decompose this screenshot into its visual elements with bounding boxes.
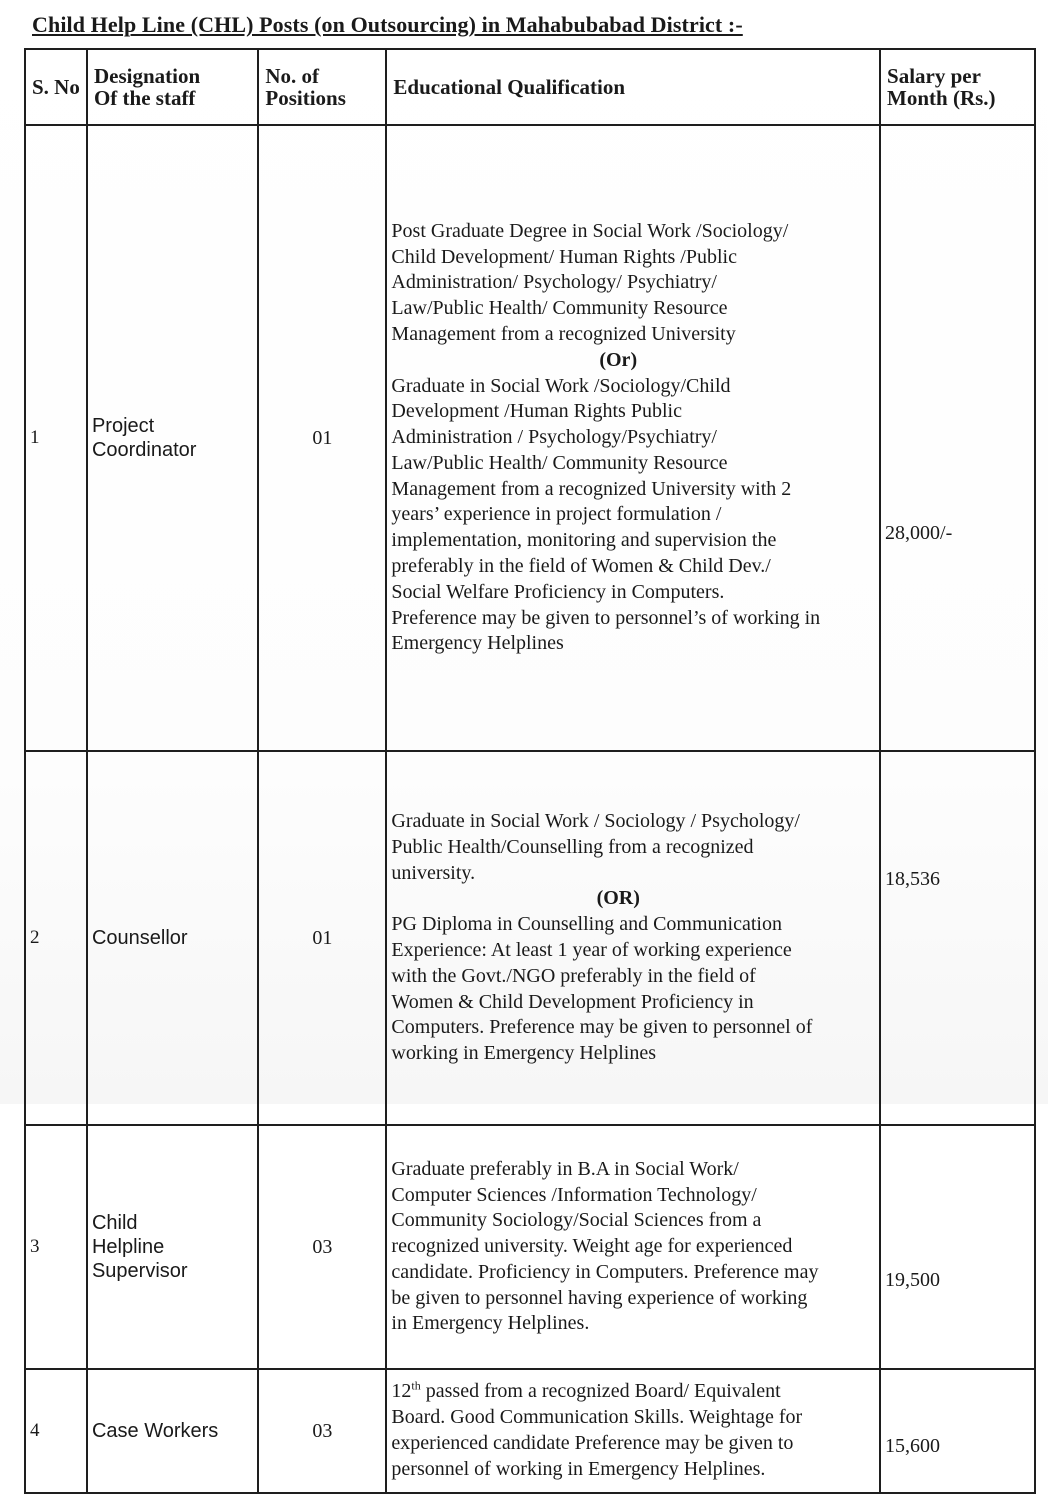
cell-qualification (386, 1125, 880, 1369)
qualification-line: Computer Sciences /Information Technology/ (391, 1183, 757, 1206)
table-row (25, 1369, 1035, 1493)
qualification-line: Graduate in Social Work / Sociology / Psychology/ (391, 810, 800, 833)
designation-line: Helpline (91, 1236, 165, 1258)
cell-salary: 15,600 (880, 1369, 1035, 1493)
qualification-line: Management from a recognized University (391, 322, 736, 345)
qualification-line: university. (391, 861, 476, 884)
header-sno (25, 49, 87, 125)
qualification-line: be given to personnel having experience of working (391, 1286, 808, 1309)
cell-positions: 03 (258, 1369, 386, 1493)
qualification-line: Board. Good Communication Skills. Weightage for (391, 1406, 803, 1429)
header-sno-label: S. No (32, 75, 80, 99)
qualification-line: PG Diploma in Counselling and Communication (391, 913, 782, 936)
qualification-line: implementation, monitoring and supervision the (391, 529, 777, 552)
cell-sno: 2 (25, 751, 87, 1125)
qualification-line: Graduate in Social Work /Sociology/Child (391, 374, 731, 397)
document-heading: Child Help Line (CHL) Posts (on Outsourcing) in Mahabubabad District :- (32, 12, 743, 37)
header-salary-line1: Salary per (887, 64, 981, 88)
cell-designation (87, 1369, 258, 1493)
header-salary-line2: Month (Rs.) (887, 86, 996, 110)
qualification-line: with the Govt./NGO preferably in the field of (391, 964, 756, 987)
qualification-line: Development /Human Rights Public (391, 400, 682, 423)
cell-qualification (386, 751, 880, 1125)
cell-salary: 28,000/- (880, 125, 1035, 751)
cell-positions: 01 (258, 125, 386, 751)
qualification-line: recognized university. Weight age for experienced (391, 1235, 793, 1258)
cell-sno: 3 (25, 1125, 87, 1369)
posts-table (24, 48, 1036, 1494)
designation-line: Case Workers (91, 1420, 219, 1442)
header-designation (87, 49, 258, 125)
qualification-line: Emergency Helplines (391, 632, 564, 655)
header-salary (880, 49, 1035, 125)
designation-line: Project (91, 415, 155, 437)
qualification-line: Women & Child Development Proficiency in (391, 990, 754, 1013)
qualification-line: working in Emergency Helplines (391, 1042, 656, 1065)
cell-qualification (386, 1369, 880, 1493)
table-row (25, 125, 1035, 751)
qualification-line: Social Welfare Proficiency in Computers. (391, 580, 725, 603)
qualification-line: Experience: At least 1 year of working experience (391, 939, 792, 961)
ordinal-number: 12 (391, 1380, 412, 1403)
qualification-line: preferably in the field of Women & Child Dev./ (391, 555, 771, 578)
qualification-line: personnel of working in Emergency Helplines. (391, 1457, 766, 1480)
qualification-line: in Emergency Helplines. (391, 1312, 590, 1335)
header-positions-line2: Positions (265, 86, 346, 110)
designation-line: Coordinator (91, 439, 197, 461)
designation-line: Counsellor (91, 927, 188, 949)
table-row (25, 751, 1035, 1125)
cell-salary: 18,536 (880, 751, 1035, 1125)
header-positions (258, 49, 386, 125)
cell-sno: 4 (25, 1369, 87, 1493)
qualification-line: Computers. Preference may be given to personnel of (391, 1016, 813, 1039)
qualification-line: Child Development/ Human Rights /Public (391, 245, 737, 268)
cell-positions: 03 (258, 1125, 386, 1369)
table-row (25, 1125, 1035, 1369)
qualification-line: Management from a recognized University with 2 (391, 477, 792, 500)
cell-qualification (386, 125, 880, 751)
qualification-line: candidate. Proficiency in Computers. Preference may (391, 1260, 819, 1283)
table-header-row (25, 49, 1035, 125)
qualification-line: Public Health/Counselling from a recognized (391, 835, 754, 858)
cell-designation (87, 125, 258, 751)
cell-designation (87, 751, 258, 1125)
header-designation-line1: Designation (93, 64, 201, 88)
qualification-text: passed from a recognized Board/ Equivalent (420, 1380, 781, 1403)
header-designation-line2: Of the staff (93, 86, 196, 110)
header-qualification (386, 49, 880, 125)
cell-positions: 01 (258, 751, 386, 1125)
qualification-line: years’ experience in project formulation / (391, 503, 722, 526)
header-qualification-label: Educational Qualification (393, 75, 626, 99)
qualification-line: Law/Public Health/ Community Resource (391, 451, 728, 474)
or-separator: (Or) (599, 348, 638, 371)
qualification-line: experienced candidate Preference may be given to (391, 1432, 794, 1454)
qualification-line: Graduate preferably in B.A in Social Work/ (391, 1157, 739, 1180)
qualification-line: Community Sociology/Social Sciences from a (391, 1209, 762, 1232)
qualification-line: Post Graduate Degree in Social Work /Sociology/ (391, 219, 789, 242)
cell-sno: 1 (25, 125, 87, 751)
designation-line: Supervisor (91, 1260, 188, 1282)
header-positions-line1: No. of (265, 64, 320, 88)
qualification-line: Administration / Psychology/Psychiatry/ (391, 426, 717, 449)
cell-designation (87, 1125, 258, 1369)
qualification-line: Preference may be given to personnel’s of working in (391, 606, 821, 629)
cell-salary: 19,500 (880, 1125, 1035, 1369)
qualification-line (391, 1379, 875, 1405)
designation-line: Child (91, 1212, 138, 1234)
ordinal-suffix: th (411, 1378, 421, 1393)
qualification-line: Law/Public Health/ Community Resource (391, 297, 728, 320)
qualification-line: Administration/ Psychology/ Psychiatry/ (391, 271, 717, 294)
or-separator: (OR) (596, 887, 640, 910)
